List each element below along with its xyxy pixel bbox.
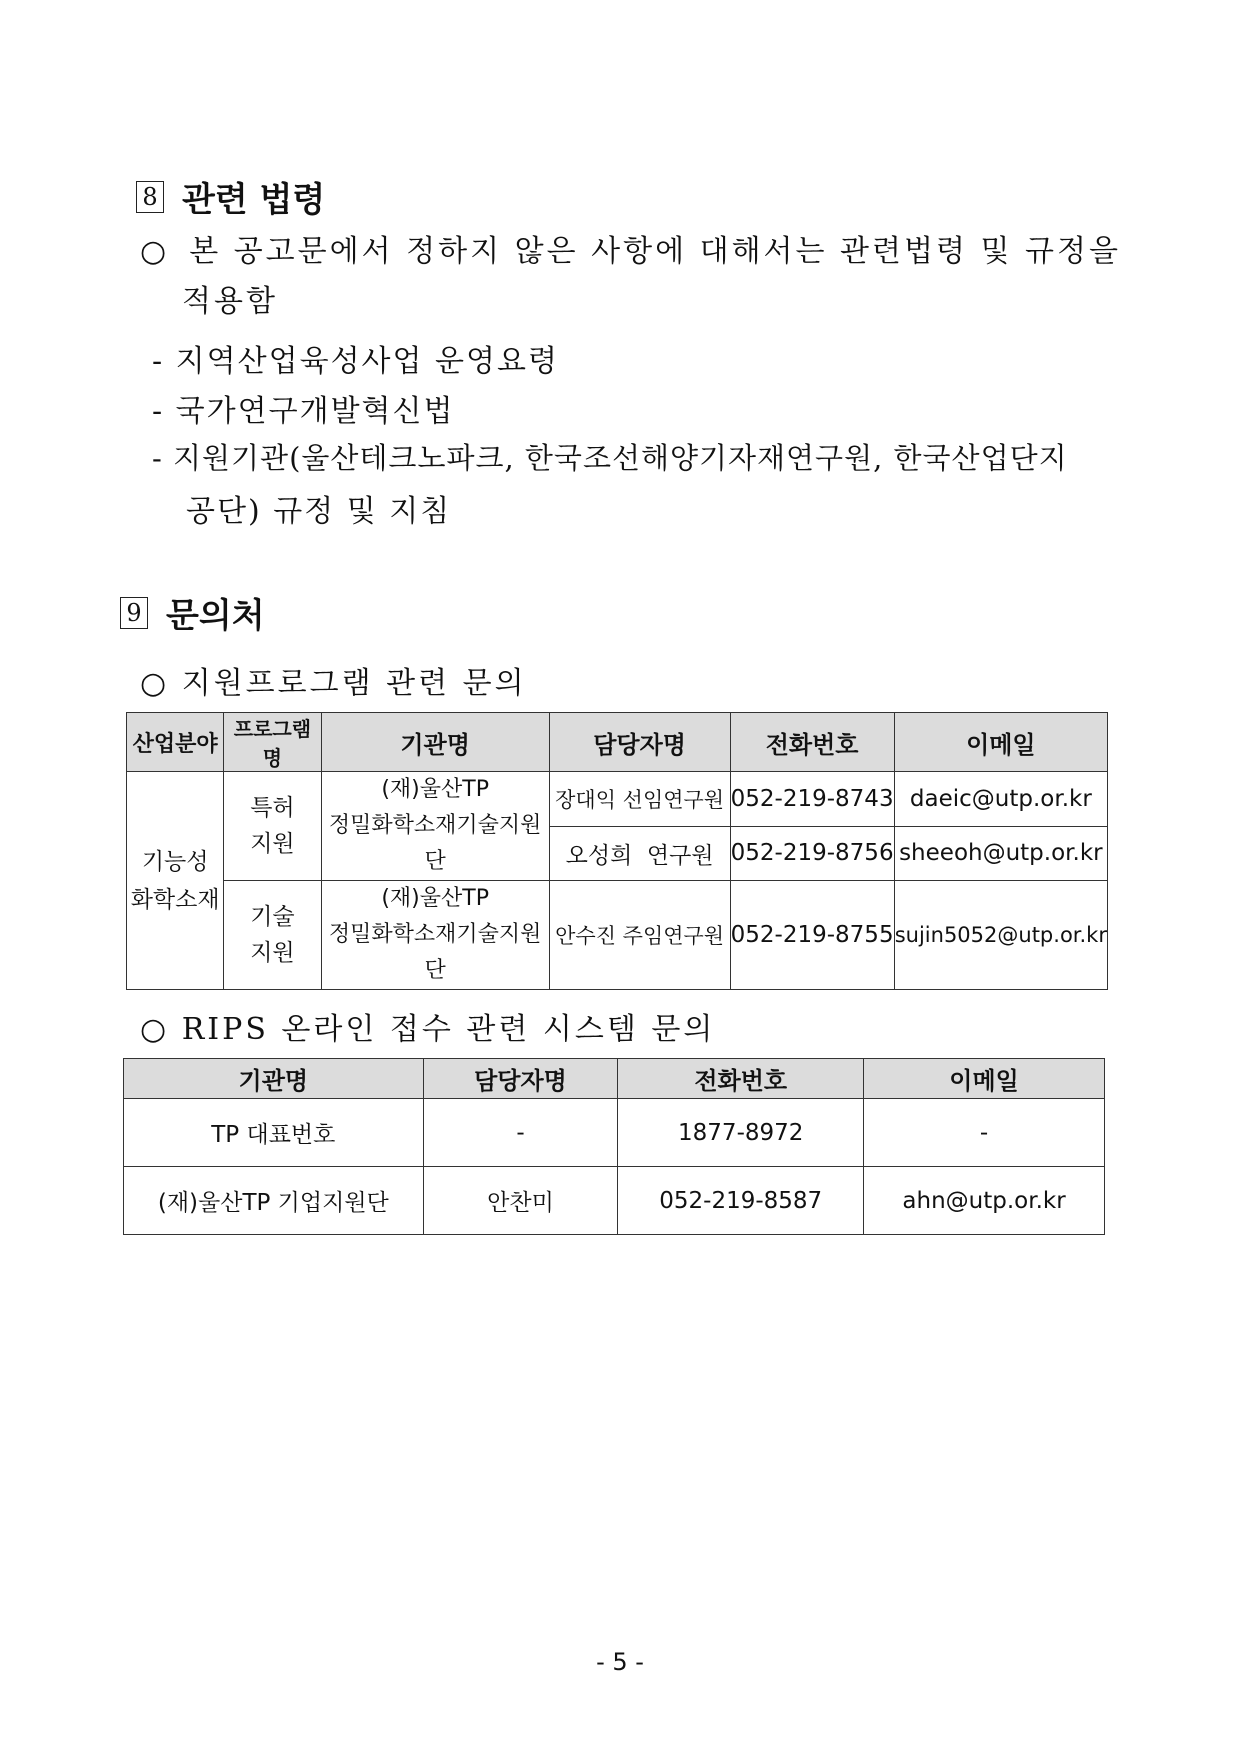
contact-phone: 052-219-8756 — [730, 826, 894, 881]
bullet-text: 본 공고문에서 정하지 않은 사항에 대해서는 관련법령 및 규정을 — [189, 234, 1121, 269]
section-number-box: 8 — [136, 181, 164, 213]
header-field: 산업분야 — [127, 713, 224, 772]
bullet-line-cont: 적용함 — [182, 284, 278, 319]
header-org: 기관명 — [321, 713, 549, 772]
contact-name: 안찬미 — [423, 1167, 618, 1235]
list-item: - 국가연구개발혁신법 — [152, 394, 455, 429]
field-cell: 기능성 화학소재 — [127, 772, 224, 990]
contact-name: 장대익 선임연구원 — [549, 772, 730, 827]
contact-phone: 052-219-8743 — [730, 772, 894, 827]
contact-phone: 052-219-8755 — [730, 881, 894, 990]
contact-email: daeic@utp.or.kr — [894, 772, 1107, 827]
header-org: 기관명 — [124, 1059, 424, 1099]
header-phone: 전화번호 — [730, 713, 894, 772]
section-title: 관련 법령 — [182, 180, 326, 220]
header-contact: 담당자명 — [549, 713, 730, 772]
header-phone: 전화번호 — [618, 1059, 864, 1099]
contact-name: 안수진 주임연구원 — [549, 881, 730, 990]
header-contact: 담당자명 — [423, 1059, 618, 1099]
program-inquiry-label: ○ 지원프로그램 관련 문의 — [140, 666, 527, 701]
org-cell: (재)울산TP 기업지원단 — [124, 1167, 424, 1235]
contact-email: sujin5052@utp.or.kr — [894, 881, 1107, 990]
page-number: - 5 - — [596, 1648, 644, 1676]
bullet-line — [140, 226, 1121, 270]
contact-email: ahn@utp.or.kr — [864, 1167, 1105, 1235]
header-email: 이메일 — [864, 1059, 1105, 1099]
table-row — [124, 1167, 1105, 1235]
program-cell: 기술 지원 — [224, 881, 321, 990]
contact-phone: 052-219-8587 — [618, 1167, 864, 1235]
rips-inquiry-label: ○ RIPS 온라인 접수 관련 시스템 문의 — [140, 1012, 716, 1047]
section-number-box: 9 — [120, 597, 148, 629]
section-title: 문의처 — [166, 596, 265, 636]
contact-email: sheeoh@utp.or.kr — [894, 826, 1107, 881]
table-row — [124, 1099, 1105, 1167]
bullet-symbol: ○ — [140, 234, 170, 269]
list-item: - 지역산업육성사업 운영요령 — [152, 344, 559, 379]
section-8-heading — [136, 172, 325, 221]
list-item: - 지원기관(울산테크노파크, 한국조선해양기자재연구원, 한국산업단지 — [152, 441, 1068, 475]
org-cell: (재)울산TP 정밀화학소재기술지원단 — [321, 881, 549, 990]
header-email: 이메일 — [894, 713, 1107, 772]
rips-contact-table — [123, 1058, 1105, 1235]
contact-email: - — [864, 1099, 1105, 1167]
contact-name: - — [423, 1099, 618, 1167]
org-cell: TP 대표번호 — [124, 1099, 424, 1167]
program-cell: 특허 지원 — [224, 772, 321, 881]
list-item-cont: 공단) 규정 및 지침 — [186, 494, 452, 529]
contact-phone: 1877-8972 — [618, 1099, 864, 1167]
header-program: 프로그램명 — [224, 713, 321, 772]
section-9-heading — [120, 588, 265, 637]
org-cell: (재)울산TP 정밀화학소재기술지원단 — [321, 772, 549, 881]
contact-name: 오성희 연구원 — [549, 826, 730, 881]
program-contact-table — [126, 712, 1108, 990]
